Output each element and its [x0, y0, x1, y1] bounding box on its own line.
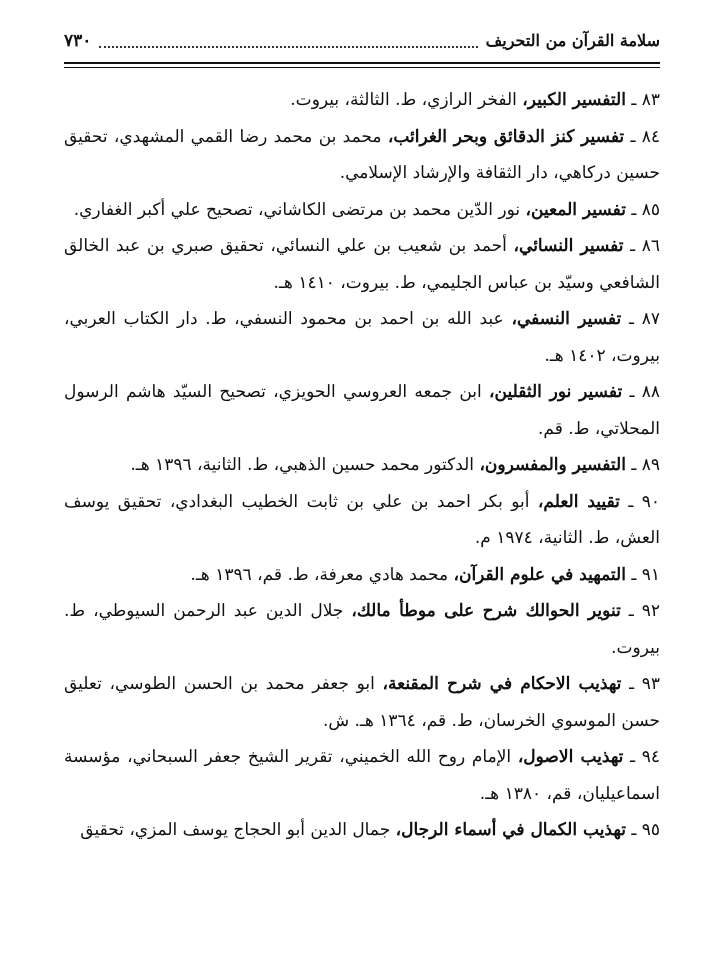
entry-details: محمد بن محمد رضا القمي المشهدي، تحقيق حسين دركاهي، دار الثقافة والإرشاد الإسلامي. — [64, 126, 660, 183]
bibliography-entry — [64, 447, 660, 484]
header-leader-dots — [99, 46, 477, 48]
book-page — [64, 26, 660, 966]
bibliography-entry — [64, 119, 660, 192]
entry-details: أبو بكر احمد بن علي بن ثابت الخطيب البغدادي، تحقيق يوسف العش، ط. الثانية، ١٩٧٤ م. — [64, 491, 660, 548]
entry-number: ٩٠ ـ — [628, 491, 661, 512]
entry-details: أحمد بن شعيب بن علي النسائي، تحقيق صبري بن عبد الخالق الشافعي وسيّد بن عباس الجليمي، ط. بيروت، ١٤١٠ هـ. — [64, 236, 660, 293]
entry-details: نور الدّين محمد بن مرتضى الكاشاني، تصحيح علي أكبر الغفاري. — [73, 199, 526, 220]
bibliography-entry — [64, 228, 660, 301]
bibliography-entry — [64, 557, 660, 594]
entry-title: تنوير الحوالك شرح على موطأ مالك، — [351, 601, 621, 621]
running-header — [64, 26, 660, 56]
entry-number: ٩٤ ـ — [630, 747, 661, 767]
bibliography-entry — [64, 301, 660, 374]
entry-number: ٩٢ ـ — [628, 601, 660, 621]
entry-title: تفسير كنز الدقائق وبحر الغرائب، — [387, 126, 625, 147]
entry-details: الإمام روح الله الخميني، تقرير الشيخ جعفر السبحاني، مؤسسة اسماعيليان، قم، ١٣٨٠ هـ. — [64, 747, 660, 804]
entry-details: الفخر الرازي، ط. الثالثة، بيروت. — [290, 90, 523, 110]
entry-number: ٩٥ ـ — [631, 820, 660, 840]
bibliography-entry — [64, 484, 660, 557]
entry-title: تقييد العلم، — [537, 491, 620, 512]
entry-number: ٨٣ ـ — [631, 90, 660, 110]
entry-number: ٩٣ ـ — [629, 674, 661, 694]
bibliography-entry — [64, 593, 660, 666]
entry-number: ٨٦ ـ — [630, 236, 661, 256]
entry-title: تفسير المعين، — [525, 199, 626, 220]
bibliography-entry — [64, 82, 660, 119]
entry-details: الدكتور محمد حسين الذهبي، ط. الثانية، ١٣٩٦ هـ. — [130, 455, 480, 475]
bibliography-entry — [64, 192, 660, 229]
entry-number: ٩١ ـ — [631, 564, 660, 585]
entry-details: جمال الدين أبو الحجاج يوسف المزي، تحقيق — [80, 820, 396, 840]
entry-number: ٨٩ ـ — [631, 455, 660, 475]
entry-details: ابو جعفر محمد بن الحسن الطوسي، تعليق حسن الموسوي الخرسان، ط. قم، ١٣٦٤ هـ. ش. — [64, 674, 660, 731]
page-number: ٧٣٠ — [64, 31, 92, 51]
entry-title: تفسير النسفي، — [511, 309, 622, 329]
bibliography-entry — [64, 666, 660, 739]
entry-number: ٨٤ ـ — [630, 126, 661, 147]
entry-details: محمد هادي معرفة، ط. قم، ١٣٩٦ هـ. — [190, 564, 454, 585]
entry-details: جلال الدين عبد الرحمن السيوطي، ط. بيروت. — [64, 601, 660, 658]
bibliography-entry — [64, 374, 660, 447]
bibliography-entry — [64, 739, 660, 812]
header-title: سلامة القرآن من التحريف — [485, 31, 660, 50]
header-rule-thick — [64, 62, 660, 64]
entry-number: ٨٨ ـ — [629, 382, 661, 402]
entry-details: ابن جمعه العروسي الحويزي، تصحيح السيّد هاشم الرسول المحلاتي، ط. قم. — [64, 382, 660, 439]
entry-title: تفسير نور الثقلين، — [489, 382, 623, 402]
entry-title: تهذيب الكمال في أسماء الرجال، — [395, 820, 626, 840]
entry-number: ٨٧ ـ — [628, 309, 660, 329]
entry-title: التمهيد في علوم القرآن، — [453, 564, 626, 585]
bibliography-list — [64, 82, 660, 849]
entry-title: تهذيب الاحكام في شرح المقنعة، — [382, 674, 622, 694]
bibliography-entry — [64, 812, 660, 849]
entry-title: التفسير والمفسرون، — [479, 455, 626, 475]
entry-title: تهذيب الاصول، — [517, 747, 624, 767]
header-rule-thin — [64, 67, 660, 68]
entry-title: تفسير النسائي، — [513, 236, 624, 256]
entry-title: التفسير الكبير، — [522, 90, 626, 110]
entry-number: ٨٥ ـ — [631, 199, 660, 220]
entry-details: عبد الله بن احمد بن محمود النسفي، ط. دار الكتاب العربي، بيروت، ١٤٠٢ هـ. — [64, 309, 660, 366]
